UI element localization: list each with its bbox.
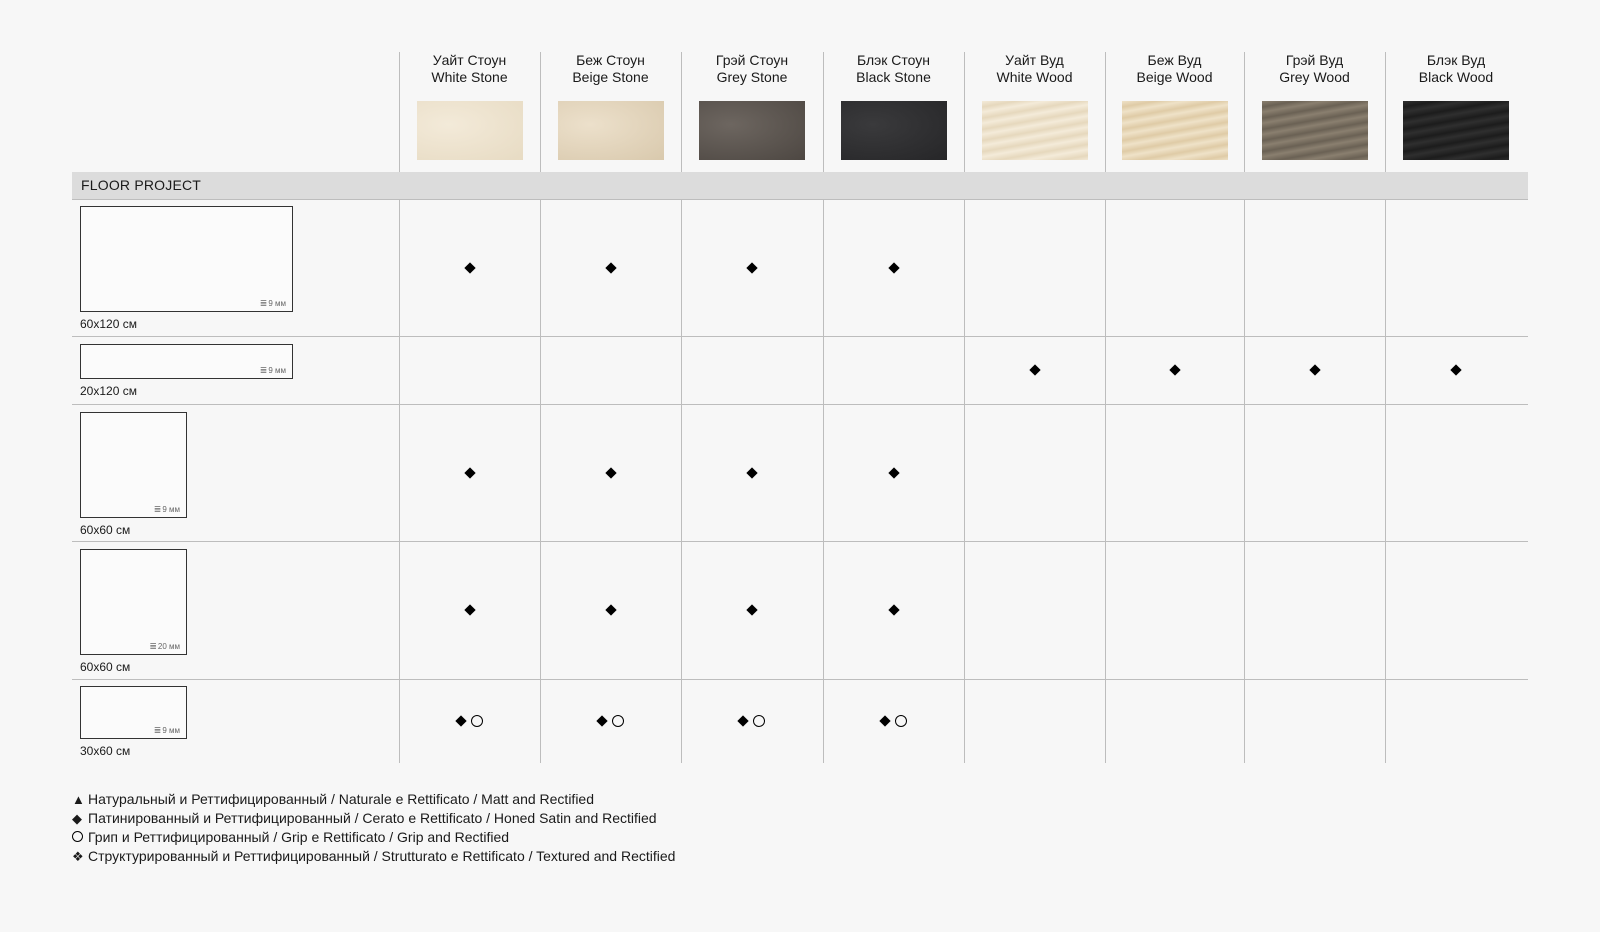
column-header-en: White Stone (431, 69, 508, 85)
thickness-label (149, 641, 180, 652)
legend-symbol: ❖ (72, 849, 84, 864)
tile-size-label: 30x60 см (80, 744, 131, 758)
legend-item (72, 828, 675, 847)
thickness-icon: ≣ (259, 298, 268, 308)
column-header-en: Grey Wood (1279, 69, 1350, 85)
tile-size-label: 60x60 см (80, 660, 131, 674)
legend-item (72, 809, 675, 828)
diamond-marker (737, 715, 748, 726)
circle-icon (72, 831, 83, 842)
diamond-marker (1450, 364, 1461, 375)
color-swatch (1262, 101, 1368, 160)
circle-marker (471, 715, 483, 727)
row-divider (72, 336, 1528, 337)
color-swatch (982, 101, 1088, 160)
column-header-en: Black Wood (1418, 69, 1494, 85)
tile-size-label: 60x60 см (80, 523, 131, 537)
diamond-marker (888, 467, 899, 478)
circle-marker (612, 715, 624, 727)
finish-marker (739, 715, 765, 727)
tile-size-label: 20x120 см (80, 384, 137, 398)
legend-text: Структурированный и Реттифицированный / Strutturato e Rettificato / Textured and Rectified (88, 848, 676, 864)
diamond-marker (1029, 364, 1040, 375)
row-divider (72, 679, 1528, 680)
thickness-label (260, 365, 286, 376)
column-header-ru: Беж Вуд (1147, 52, 1202, 68)
thickness-value: 20 мм (157, 642, 180, 651)
section-header-label: FLOOR PROJECT (81, 177, 202, 193)
finish-marker (748, 469, 756, 477)
tile-size-outline (80, 206, 293, 312)
tile-size-outline (80, 344, 293, 379)
column-divider (1105, 52, 1106, 763)
finish-marker (1311, 366, 1319, 374)
column-divider (1385, 52, 1386, 763)
thickness-icon: ≣ (153, 725, 162, 735)
column-divider (964, 52, 965, 763)
diamond-marker (879, 715, 890, 726)
column-header-ru: Грэй Вуд (1285, 52, 1344, 68)
column-header (825, 52, 963, 86)
thickness-value: 9 мм (162, 726, 180, 735)
diamond-marker (888, 262, 899, 273)
legend-symbol (72, 828, 88, 847)
diamond-marker (464, 604, 475, 615)
finish-marker (890, 606, 898, 614)
finish-marker (881, 715, 907, 727)
diamond-marker (605, 604, 616, 615)
thickness-value: 9 мм (268, 366, 286, 375)
legend-text: Грип и Реттифицированный / Grip e Rettificato / Grip and Rectified (88, 829, 510, 845)
row-divider (72, 541, 1528, 542)
color-swatch (841, 101, 947, 160)
column-header-ru: Грэй Стоун (715, 52, 789, 68)
column-header-en: Beige Stone (572, 69, 649, 85)
column-header-en: White Wood (996, 69, 1073, 85)
column-header (1387, 52, 1525, 86)
finish-marker (890, 264, 898, 272)
row-divider (72, 404, 1528, 405)
finish-marker (748, 264, 756, 272)
thickness-icon: ≣ (153, 504, 162, 514)
finish-marker (607, 469, 615, 477)
finish-marker (466, 264, 474, 272)
legend-text: Натуральный и Реттифицированный / Naturale e Rettificato / Matt and Rectified (88, 791, 595, 807)
thickness-label (154, 504, 180, 515)
diamond-marker (1169, 364, 1180, 375)
finish-marker (890, 469, 898, 477)
finish-marker (1031, 366, 1039, 374)
column-header-en: Grey Stone (716, 69, 788, 85)
legend-item (72, 790, 675, 809)
column-header-en: Beige Wood (1136, 69, 1213, 85)
color-swatch (1122, 101, 1228, 160)
finish-marker (457, 715, 483, 727)
diamond-marker (464, 262, 475, 273)
column-header-ru: Беж Стоун (576, 52, 645, 68)
diamond-marker (746, 604, 757, 615)
thickness-icon: ≣ (149, 641, 157, 651)
diamond-marker (888, 604, 899, 615)
column-header-ru: Уайт Стоун (432, 52, 507, 68)
circle-marker (895, 715, 907, 727)
tile-size-label: 60x120 см (80, 317, 137, 331)
diamond-marker (1309, 364, 1320, 375)
column-header (542, 52, 680, 86)
color-swatch (558, 101, 664, 160)
finish-legend (72, 790, 675, 866)
column-header-ru: Уайт Вуд (1005, 52, 1064, 68)
column-header-en: Black Stone (856, 69, 931, 85)
finish-marker (1171, 366, 1179, 374)
diamond-marker (746, 262, 757, 273)
thickness-value: 9 мм (268, 299, 286, 308)
diamond-marker (605, 467, 616, 478)
thickness-label (154, 725, 180, 736)
finish-marker (598, 715, 624, 727)
column-divider (540, 52, 541, 763)
tile-size-outline (80, 412, 187, 518)
finish-marker (466, 606, 474, 614)
legend-symbol: ▲ (72, 792, 85, 807)
diamond-marker (605, 262, 616, 273)
column-divider (399, 52, 400, 763)
finish-marker (466, 469, 474, 477)
column-divider (823, 52, 824, 763)
column-header (966, 52, 1104, 86)
legend-symbol: ◆ (72, 811, 82, 826)
diamond-marker (464, 467, 475, 478)
column-header (401, 52, 539, 86)
thickness-value: 9 мм (162, 505, 180, 514)
column-header (1106, 52, 1244, 86)
column-header (683, 52, 821, 86)
tile-size-outline (80, 686, 187, 739)
legend-text: Патинированный и Реттифицированный / Cerato e Rettificato / Honed Satin and Rectified (88, 810, 657, 826)
column-divider (681, 52, 682, 763)
section-header (72, 172, 1528, 200)
thickness-label (260, 298, 286, 309)
tile-size-outline (80, 549, 187, 655)
finish-marker (607, 606, 615, 614)
circle-marker (753, 715, 765, 727)
legend-item (72, 847, 675, 866)
column-header-ru: Блэк Стоун (856, 52, 931, 68)
diamond-marker (746, 467, 757, 478)
color-swatch (699, 101, 805, 160)
thickness-icon: ≣ (259, 365, 268, 375)
finish-marker (607, 264, 615, 272)
color-swatch (1403, 101, 1509, 160)
diamond-marker (596, 715, 607, 726)
column-divider (1244, 52, 1245, 763)
diamond-marker (455, 715, 466, 726)
column-header-ru: Блэк Вуд (1426, 52, 1486, 68)
color-swatch (417, 101, 523, 160)
finish-marker (1452, 366, 1460, 374)
column-header (1246, 52, 1384, 86)
finish-marker (748, 606, 756, 614)
